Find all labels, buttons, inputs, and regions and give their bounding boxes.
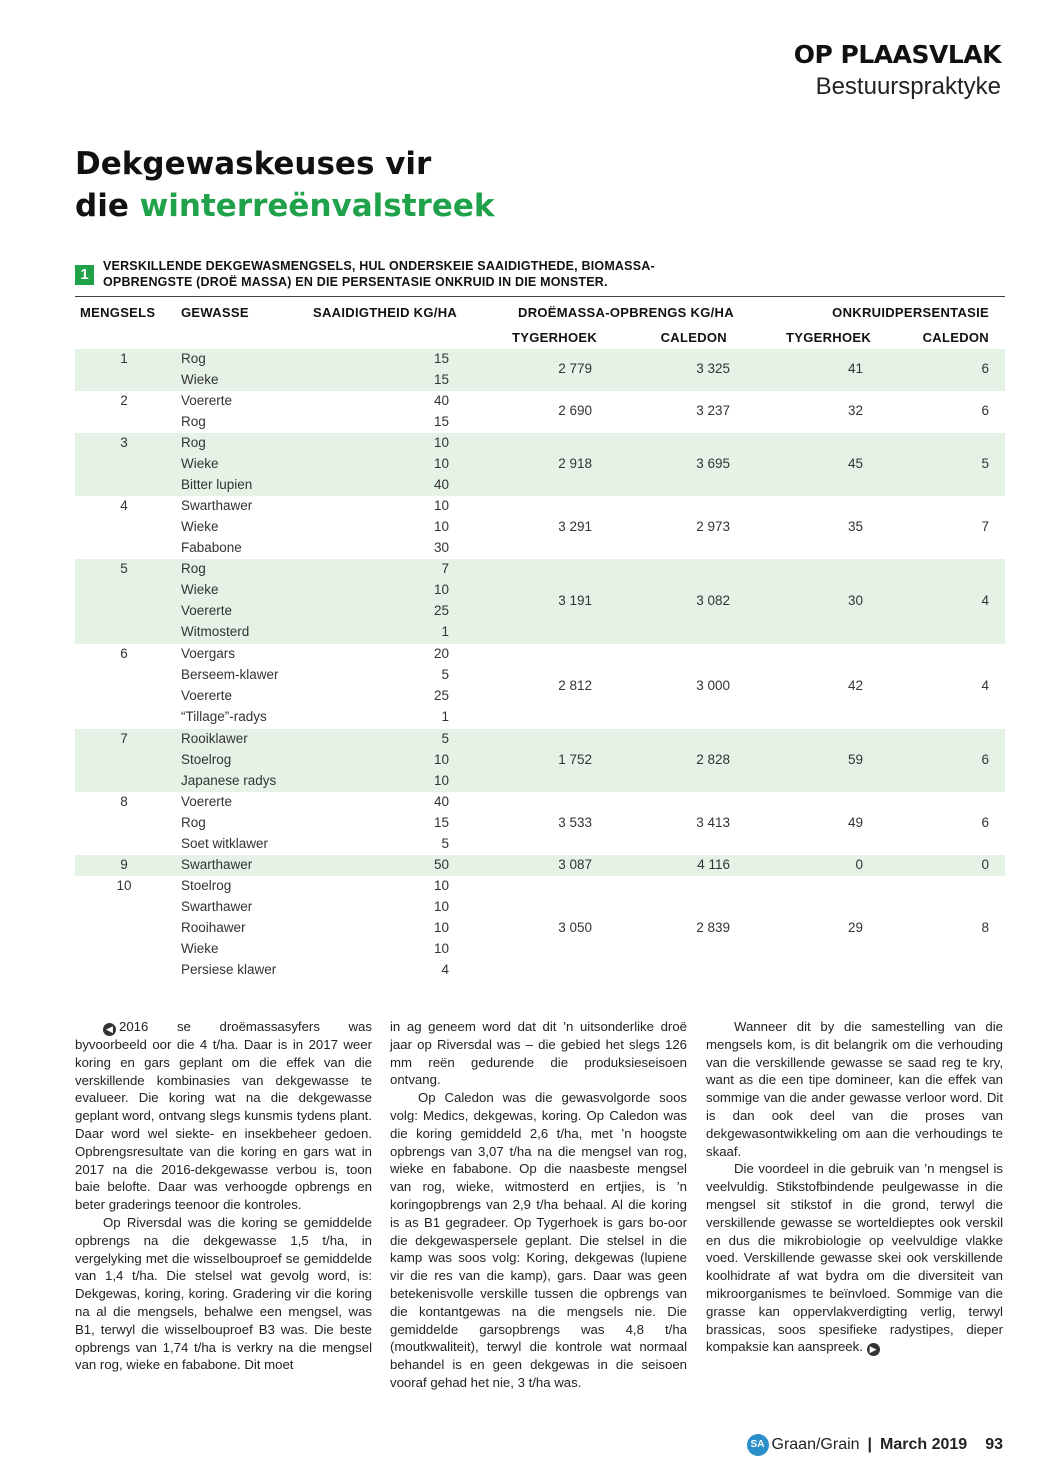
seed-rate: 10: [433, 752, 449, 767]
weed-pct-caledon: 6: [981, 403, 989, 418]
article-title: [75, 143, 495, 227]
drymass-tygerhoek: 2 779: [558, 361, 592, 376]
weed-pct-tygerhoek: 35: [847, 519, 863, 534]
drymass-caledon: 3 082: [696, 593, 730, 608]
weed-pct-tygerhoek: 0: [855, 857, 863, 872]
crop-name: Wieke: [181, 519, 219, 534]
col1-paragraph-2: Op Riversdal was die koring se gemiddelde opbrengs na die dekgewasse 1,5 t/ha, in vergelyking met die wisselbouproef se gemiddelde van 1,4 t/ha. Die stelsel wat gevolg word, is: Dekgewas, koring, koring. Gradering vir die koring na al die mengsels, behalwe een mengsel, was B1, terwyl die wisselbouproef B3 was. Die beste opbrengs van 1,74 t/ha is verkry na die mengsel van rog, wieke en fababone. Dit moet: [75, 1214, 372, 1373]
body-column-3: [706, 1018, 1003, 1356]
weed-pct-tygerhoek: 59: [847, 752, 863, 767]
drymass-tygerhoek: 3 533: [558, 815, 592, 830]
crop-name: Soet witklawer: [181, 836, 269, 851]
mix-number: 6: [120, 646, 128, 661]
crop-name: Voergars: [181, 646, 236, 661]
table-row-group: [75, 855, 1005, 876]
table-body: [75, 349, 1005, 982]
seed-rate: 4: [441, 962, 449, 977]
table-row-group: [75, 559, 1005, 644]
drymass-caledon: 2 839: [696, 920, 730, 935]
seed-rate: 15: [433, 372, 449, 387]
seed-rate: 25: [433, 603, 449, 618]
crop-name: Rooiklawer: [181, 731, 248, 746]
seed-rate: 10: [433, 878, 449, 893]
table-caption-line-2: OPBRENGSTE (DROË MASSA) EN DIE PERSENTASIE ONKRUID IN DIE MONSTER.: [103, 275, 608, 289]
crop-name: Swarthawer: [181, 857, 253, 872]
crop-name: Rog: [181, 815, 206, 830]
crop-name: Rog: [181, 351, 206, 366]
arrow-left-icon: ◀: [103, 1023, 116, 1036]
drymass-caledon: 4 116: [697, 857, 730, 872]
header-tygerhoek-weed: TYGERHOEK: [786, 330, 872, 345]
crop-name: Rog: [181, 561, 206, 576]
table-top-rule: [75, 296, 1005, 297]
weed-pct-caledon: 4: [981, 678, 989, 693]
col1-paragraph-1: [75, 1018, 372, 1214]
drymass-tygerhoek: 3 087: [558, 857, 592, 872]
weed-pct-tygerhoek: 32: [847, 403, 863, 418]
table-row-group: [75, 391, 1005, 433]
weed-pct-tygerhoek: 41: [847, 361, 863, 376]
weed-pct-caledon: 0: [981, 857, 989, 872]
seed-rate: 25: [433, 688, 449, 703]
title-prefix: die: [75, 188, 129, 224]
drymass-caledon: 2 973: [696, 519, 730, 534]
crop-name: Stoelrog: [181, 878, 232, 893]
col2-paragraph-2: Op Caledon was die gewasvolgorde soos volg: Medics, dekgewas, koring. Op Caledon was die koring gemiddeld 2,6 t/ha, met ’n hoogste opbrengs van 3,07 t/ha na die mengsel van rog, wieke en fababone. Op die naasbeste mengsel van rog, wieke, witmosterd en ertjies, is ’n koringopbrengs van 2,9 t/ha behaal. Al die koring is as B1 gegradeer. Op Tygerhoek is gars bo-oor die dekgewaspersele geplant. Die stelsel in die kamp was soos volg: Koring, dekgewas (lupiene vir die res van die kamp), gars. Daar was geen betekenisvolle verskille tussen die opbrengs van die kontantgewas na die mengsels nie. Die gemiddelde garsopbrengs was 4,8 t/ha (moutkwaliteit), terwyl die kontrole wat normaal behandel is en geen dekgewas in die seisoen vooraf gehad het nie, 3 t/ha was.: [390, 1090, 687, 1390]
crop-name: Wieke: [181, 456, 219, 471]
table-row-group: [75, 729, 1005, 792]
col1-p1-text: 2016 se droëmassasyfers was byvoorbeeld oor die 4 t/ha. Daar is in 2017 weer koring en gars geplant om die effek van die verskillende kombinasies van dekgewasse te evalueer. Die koring wat na die dekgewasse geplant word, ontvang slegs kunsmis tydens plant. Daar word wel siekte- en insekbeheer gedoen. Opbrengsresultate van die koring en gars wat in 2017 na die 2016-dekgewasse verbou is, toon baie belofte. Daar was verhoogde opbrengs en beter graderings teenoor die kontroles.: [75, 1019, 372, 1213]
seed-rate: 5: [441, 667, 449, 682]
seed-rate: 5: [441, 731, 449, 746]
table-row-group: [75, 792, 1005, 855]
crop-name: Rooihawer: [181, 920, 246, 935]
crop-name: Bitter lupien: [181, 477, 253, 492]
page-footer: [747, 1434, 1004, 1456]
crop-name: Fababone: [181, 540, 242, 555]
drymass-tygerhoek: 3 050: [558, 920, 592, 935]
seed-rate: 5: [441, 836, 449, 851]
seed-rate: 15: [433, 414, 449, 429]
page-number: 93: [985, 1436, 1003, 1453]
drymass-tygerhoek: 3 291: [558, 519, 592, 534]
header-caledon-weed: CALEDON: [922, 330, 989, 345]
col3-paragraph-2: [706, 1160, 1003, 1356]
weed-pct-caledon: 6: [981, 815, 989, 830]
seed-rate: 40: [433, 477, 449, 492]
seed-rate: 50: [433, 857, 449, 872]
mix-number: 5: [120, 561, 128, 576]
drymass-tygerhoek: 3 191: [558, 593, 592, 608]
drymass-caledon: 3 237: [696, 403, 730, 418]
weed-pct-caledon: 6: [981, 752, 989, 767]
issue-date: March 2019: [880, 1436, 968, 1453]
sa-logo-icon: SA: [747, 1434, 769, 1456]
weed-pct-tygerhoek: 29: [847, 920, 863, 935]
crop-name: Wieke: [181, 372, 219, 387]
header-droemassa: DROËMASSA-OPBRENGS KG/HA: [518, 305, 734, 320]
weed-pct-tygerhoek: 42: [847, 678, 863, 693]
table-caption: [103, 258, 783, 290]
weed-pct-caledon: 7: [981, 519, 989, 534]
table-row-group: [75, 496, 1005, 559]
seed-rate: 10: [433, 519, 449, 534]
table-row-group: [75, 433, 1005, 496]
section-label: [794, 40, 1001, 101]
table-row-group: [75, 876, 1005, 982]
table-row-group: [75, 644, 1005, 729]
weed-pct-tygerhoek: 49: [847, 815, 863, 830]
drymass-tygerhoek: 2 812: [558, 678, 592, 693]
seed-rate: 10: [433, 773, 449, 788]
seed-rate: 40: [433, 393, 449, 408]
crop-name: Voererte: [181, 794, 233, 809]
mix-number: 4: [120, 498, 128, 513]
seed-rate: 10: [433, 899, 449, 914]
drymass-caledon: 3 000: [696, 678, 730, 693]
crop-name: Rog: [181, 414, 206, 429]
weed-pct-caledon: 5: [981, 456, 989, 471]
mix-number: 10: [116, 878, 132, 893]
header-gewasse: GEWASSE: [181, 305, 249, 320]
crop-name: Swarthawer: [181, 498, 253, 513]
crop-name: “Tillage”-radys: [181, 709, 267, 724]
body-column-1: [75, 1018, 372, 1374]
seed-rate: 10: [433, 498, 449, 513]
mix-number: 8: [120, 794, 128, 809]
mix-number: 9: [120, 857, 128, 872]
drymass-caledon: 3 413: [696, 815, 730, 830]
arrow-right-icon: ▶: [867, 1343, 880, 1356]
seed-rate: 1: [441, 709, 449, 724]
title-highlight: winterreënvalstreek: [139, 188, 495, 224]
crop-name: Witmosterd: [181, 624, 250, 639]
seed-rate: 7: [441, 561, 449, 576]
crop-name: Wieke: [181, 941, 219, 956]
mix-number: 1: [120, 351, 128, 366]
drymass-caledon: 3 325: [696, 361, 730, 376]
crop-name: Stoelrog: [181, 752, 232, 767]
weed-pct-caledon: 8: [981, 920, 989, 935]
footer-separator: |: [867, 1436, 873, 1453]
col3-paragraph-1: Wanneer dit by die samestelling van die mengsels kom, is dit belangrik om die verhouding van die verskillende gewasse se saad reg te kry, want as die een tipe domineer, kan die effek van sommige van die ander gewasse verloor word. Dit is dan ook deel van die proses van dekgewasontwikkeling om aan die verhoudings te skaaf.: [706, 1019, 1003, 1159]
table-row-group: [75, 349, 1005, 391]
seed-rate: 10: [433, 456, 449, 471]
col2-paragraph-1: in ag geneem word dat dit ’n uitsonderlike droë jaar op Riversdal was – die gebied het slegs 126 mm reën gedurende die produksieseisoen ontvang.: [390, 1019, 687, 1088]
seed-rate: 10: [433, 582, 449, 597]
section-subtitle: Bestuurspraktyke: [815, 73, 1001, 100]
drymass-tygerhoek: 2 690: [558, 403, 592, 418]
body-column-2: [390, 1018, 687, 1392]
drymass-caledon: 2 828: [696, 752, 730, 767]
mix-number: 2: [120, 393, 128, 408]
drymass-caledon: 3 695: [696, 456, 730, 471]
magazine-name: Graan/Grain: [771, 1436, 860, 1453]
mix-number: 3: [120, 435, 128, 450]
header-caledon-dm: CALEDON: [660, 330, 727, 345]
crop-name: Voererte: [181, 688, 233, 703]
title-line-2: [75, 185, 495, 227]
crop-name: Wieke: [181, 582, 219, 597]
crop-name: Persiese klawer: [181, 962, 277, 977]
seed-rate: 10: [433, 920, 449, 935]
seed-rate: 15: [433, 815, 449, 830]
crop-name: Rog: [181, 435, 206, 450]
drymass-tygerhoek: 1 752: [558, 752, 592, 767]
drymass-tygerhoek: 2 918: [558, 456, 592, 471]
crop-name: Swarthawer: [181, 899, 253, 914]
title-line-1: Dekgewaskeuses vir: [75, 146, 432, 182]
seed-rate: 1: [441, 624, 449, 639]
section-title: OP PLAASVLAK: [793, 40, 1001, 69]
col3-p2-text: Die voordeel in die gebruik van ’n mengsel is veelvuldig. Stikstofbindende peulgewasse in die mengsel sit stikstof in die grond, terwyl die verskillende gewasse se worteldieptes ook verskil en dus die mikrobiologie op veelvuldige vlakke voed. Verskillende gewasse skei ook verskillende koolhidrate af wat bydra om die diversiteit van mikroorganismes te beïnvloed. Sommige van die grasse kan oppervlakverdigting verlig, terwyl brassicas, soos spesifieke radystipes, dieper kompaksie kan aanspreek.: [706, 1161, 1003, 1355]
header-onkruid: ONKRUIDPERSENTASIE: [832, 305, 989, 320]
table-number-badge: 1: [75, 265, 94, 285]
seed-rate: 10: [433, 941, 449, 956]
weed-pct-caledon: 6: [981, 361, 989, 376]
crop-name: Japanese radys: [181, 773, 277, 788]
weed-pct-caledon: 4: [981, 593, 989, 608]
seed-rate: 20: [433, 646, 449, 661]
header-tygerhoek-dm: TYGERHOEK: [512, 330, 598, 345]
crop-name: Berseem-klawer: [181, 667, 279, 682]
seed-rate: 15: [433, 351, 449, 366]
header-saaidigtheid: SAAIDIGTHEID KG/HA: [313, 305, 458, 320]
weed-pct-tygerhoek: 45: [847, 456, 863, 471]
crop-name: Voererte: [181, 603, 233, 618]
mix-number: 7: [120, 731, 128, 746]
crop-name: Voererte: [181, 393, 233, 408]
seed-rate: 40: [433, 794, 449, 809]
seed-rate: 10: [433, 435, 449, 450]
weed-pct-tygerhoek: 30: [847, 593, 863, 608]
table-caption-line-1: VERSKILLENDE DEKGEWASMENGSELS, HUL ONDERSKEIE SAAIDIGTHEDE, BIOMASSA-: [103, 259, 655, 273]
seed-rate: 30: [433, 540, 449, 555]
header-mengsels: MENGSELS: [80, 305, 156, 320]
